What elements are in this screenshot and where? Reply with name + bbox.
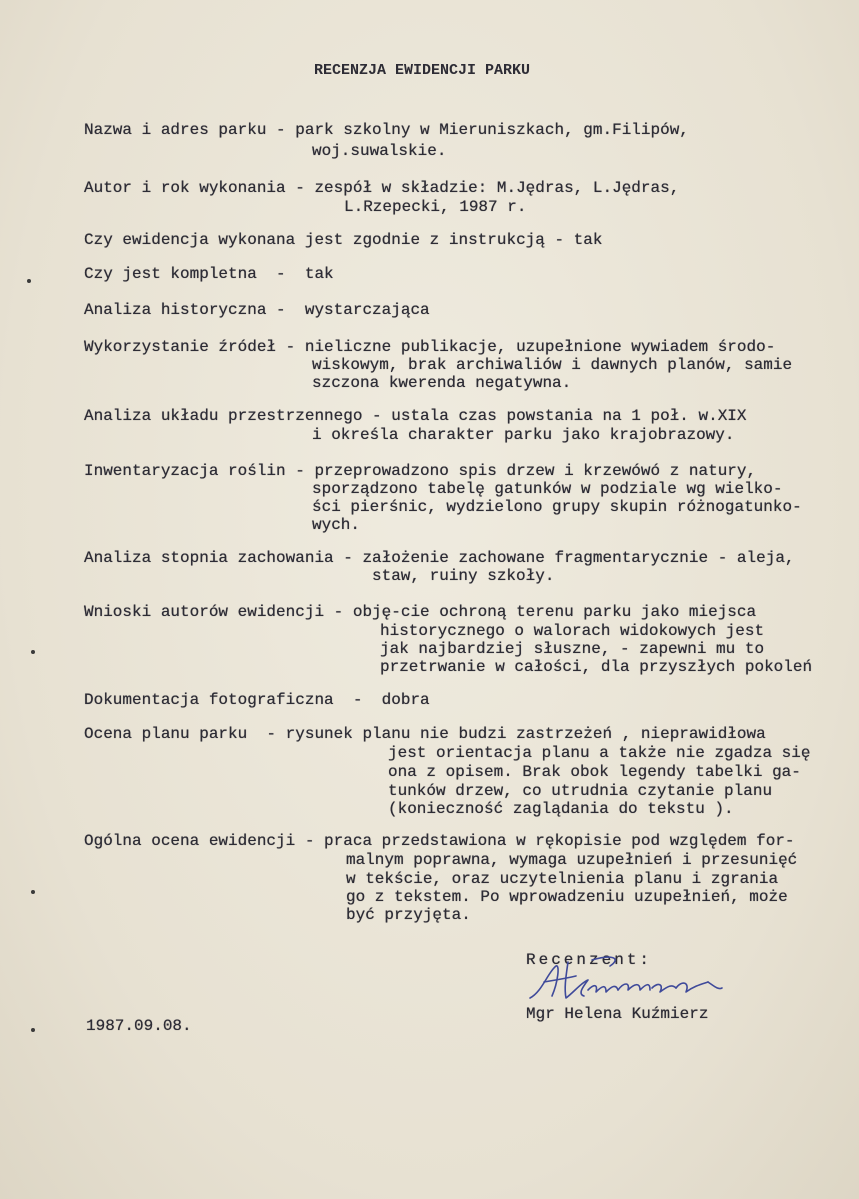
line-sources-cont-1: wiskowym, brak archiwaliów i dawnych planów, samie — [312, 356, 793, 374]
line-overall-cont-3: go z tekstem. Po wprowadzeniu uzupełnień, może — [346, 888, 788, 906]
line-preservation-cont: staw, ruiny szkoły. — [372, 567, 555, 585]
line-author: Autor i rok wykonania - zespół w składzie: M.Jędras, L.Jędras, — [84, 179, 680, 197]
punch-hole-mark — [27, 279, 31, 283]
line-layout: Analiza układu przestrzennego - ustala czas powstania na 1 poł. w.XIX — [84, 407, 747, 425]
line-overall-cont-1: malnym poprawna, wymaga uzupełnień i przesunięć — [346, 851, 798, 869]
line-sources: Wykorzystanie źródeł - nieliczne publikacje, uzupełnione wywiadem środo- — [84, 338, 776, 356]
handwritten-signature — [522, 952, 727, 1012]
line-plan-review-cont-3: tunków drzew, co utrudnia czytanie planu — [388, 782, 773, 800]
line-plants-cont-3: wych. — [312, 516, 361, 534]
document-date: 1987.09.08. — [86, 1017, 192, 1035]
line-conclusions: Wnioski autorów ewidencji - obję-cie ochroną terenu parku jako miejsca — [84, 603, 757, 621]
line-historical: Analiza historyczna - wystarczająca — [84, 301, 430, 319]
line-instruction: Czy ewidencja wykonana jest zgodnie z instrukcją - tak — [84, 231, 603, 249]
line-conclusions-cont-1: historycznego o walorach widokowych jest — [380, 622, 765, 640]
line-plan-review-cont-4: (konieczność zaglądania do tekstu ). — [388, 800, 734, 818]
line-complete: Czy jest kompletna - tak — [84, 265, 334, 283]
line-park-name-cont: woj.suwalskie. — [312, 142, 447, 160]
punch-hole-mark — [31, 890, 35, 894]
line-park-name: Nazwa i adres parku - park szkolny w Mieruniszkach, gm.Filipów, — [84, 121, 689, 139]
line-preservation: Analiza stopnia zachowania - założenie zachowane fragmentarycznie - aleja, — [84, 549, 795, 567]
line-author-cont: L.Rzepecki, 1987 r. — [344, 198, 527, 216]
line-plants-cont-2: ści pierśnic, wydzielono grupy skupin różnogatunko- — [312, 498, 802, 516]
line-layout-cont: i określa charakter parku jako krajobrazowy. — [312, 426, 735, 444]
line-plan-review-cont-1: jest orientacja planu a także nie zgadza się — [388, 744, 811, 762]
line-conclusions-cont-2: jak najbardziej słuszne, - zapewni mu to — [380, 640, 765, 658]
line-sources-cont-2: szczona kwerenda negatywna. — [312, 374, 572, 392]
reviewer-label: Recenzent: — [526, 951, 653, 969]
line-conclusions-cont-3: przetrwanie w całości, dla przyszłych pokoleń — [380, 658, 813, 676]
punch-hole-mark — [31, 1028, 35, 1032]
line-overall-cont-2: w tekście, oraz uczytelnienia planu i zgrania — [346, 870, 779, 888]
line-overall: Ogólna ocena ewidencji - praca przedstawiona w rękopisie pod względem for- — [84, 832, 795, 850]
reviewer-name: Mgr Helena Kuźmierz — [526, 1005, 709, 1023]
line-photo-doc: Dokumentacja fotograficzna - dobra — [84, 691, 430, 709]
line-plan-review-cont-2: ona z opisem. Brak obok legendy tabelki ga- — [388, 763, 801, 781]
document-title: RECENZJA EWIDENCJI PARKU — [314, 62, 531, 79]
punch-hole-mark — [31, 650, 35, 654]
line-overall-cont-4: być przyjęta. — [346, 906, 471, 924]
line-plants: Inwentaryzacja roślin - przeprowadzono spis drzew i krzewówó z natury, — [84, 462, 757, 480]
line-plants-cont-1: sporządzono tabelę gatunków w podziale wg wielko- — [312, 480, 783, 498]
line-plan-review: Ocena planu parku - rysunek planu nie budzi zastrzeżeń , nieprawidłowa — [84, 725, 766, 743]
